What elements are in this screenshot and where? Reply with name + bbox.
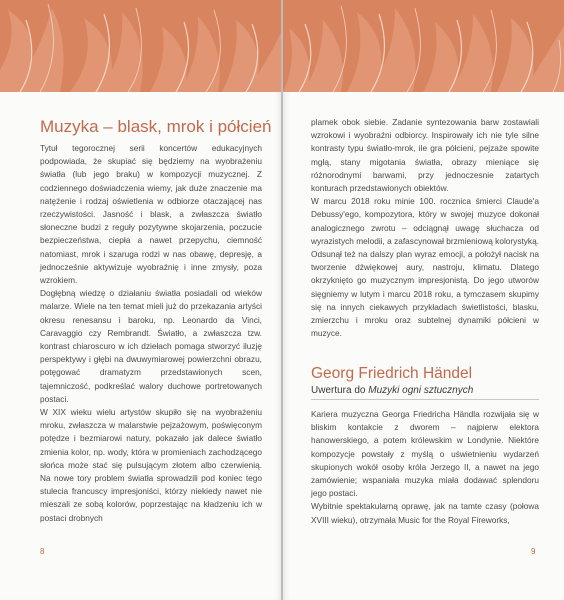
left-body-text bbox=[40, 142, 262, 525]
paragraph: Wybitnie spektakularną oprawę, jak na tamte czasy (połowa XVIII wieku), otrzymała Music for the Royal Fireworks, bbox=[311, 501, 539, 525]
right-page bbox=[283, 0, 564, 600]
paragraph: W marcu 2018 roku minie 100. rocznica śmierci Claude'a Debussy'ego, kompozytora, który w swojej muzyce dokonał analogicznego zwrotu – odciągnął uwagę słuchacza od wyrazistych melodii, a zafascynował brzmieniową kolorystyką. Odsunął też na dalszy plan wyraz emocji, a położył nacisk na tworzenie dźwiękowej aury, nastroju, klimatu. Dlatego okrzyknięto go muzycznym impresjonistą. Do jego utworów sięgniemy w lutym i marcu 2018 roku, a tymczasem skupimy się na innych ciekawych przykładach świetlistości, blasku, zmierzchu i mroku oraz subtelnej dynamiki półcieni w muzyce. bbox=[311, 196, 539, 339]
flame-pattern-icon bbox=[283, 0, 564, 92]
section-heading: Muzyka – blask, mrok i półcień bbox=[40, 117, 272, 136]
flame-pattern-icon bbox=[0, 0, 282, 92]
work-subheading bbox=[311, 385, 473, 396]
paragraph: Tytuł tegorocznej serii koncertów edukacyjnych podpowiada, że skupiać się będziemy na wyobrażeniu światła (lub jego braku) w kompozycji muzycznej. Z codziennego doświadczenia wiemy, jak duże znaczenie ma natężenie i rodzaj oświetlenia w odbiorze otaczającej nas rzeczywistości. Jasność i blask, a zwłaszcza światło słoneczne budzi z reguły pozytywne skojarzenia, poczucie bezpieczeństwa, ciepła a nawet przepychu, ciemność natomiast, mrok i szaruga rodzi w nas obawę, depresję, a jednocześnie aktywizuje wyobraźnię i inne zmysły, poza wzrokiem. bbox=[40, 143, 262, 286]
composer-heading: Georg Friedrich Händel bbox=[311, 365, 473, 382]
page-number: 8 bbox=[40, 547, 45, 556]
decorative-flame-band-right bbox=[283, 0, 564, 92]
work-title: Muzyki ogni sztucznych bbox=[368, 385, 474, 396]
paragraph: plamek obok siebie. Zadanie syntezowania barw zostawiali wzrokowi i wyobraźni odbiorcy. Inspirowały ich nie tyle silne kontrasty typu światło-mrok, ile gra półcieni, pejzaże spowite mgłą, stany migotania światła, obrazy mieniące się różnorodnymi barwami, przy jednoczesnie zatartych konturach przedstawionych obiektów. bbox=[311, 117, 539, 194]
page-number: 9 bbox=[531, 547, 536, 556]
work-prefix: Uwertura do bbox=[311, 385, 369, 396]
paragraph: Dogłębną wiedzę o działaniu światła posiadali od wieków malarze. Wiele na ten temat mieli już do przekazania artyści okresu renesansu i baroku, np. Leonardo da Vinci, Caravaggio czy Rembrandt. Światło, a zwłaszcza tzw. kontrast chiaroscuro w ich dziełach pomaga stworzyć iluzję perspektywy i głębi na dwuwymiarowej powierzchni obrazu, potęgować dramatyzm przedstawionych scen, tajemniczość, podkreślać walory duchowe portretowanych postaci. bbox=[40, 288, 262, 404]
right-body-text-top bbox=[311, 116, 539, 340]
paragraph: W XIX wieku wielu artystów skupiło się na wyobrażeniu mroku, zwłaszcza w malarstwie pejzażowym, poświęconym potędze i bezmiarowi natury, pokazało jak dalece światło zmienia kolor, np. wody, która w promieniach zachodzącego słońca może stać się pulsującym złotem albo czerwienią. Na nowe tory problem światła sprowadzili pod koniec tego stulecia francuscy impresjoniści, którzy niekiedy nawet nie mieszali ze sobą kolorów, poprzestając na kładzeniu ich w postaci drobnych bbox=[40, 407, 262, 523]
decorative-flame-band-left bbox=[0, 0, 282, 92]
paragraph: Kariera muzyczna Georga Friedricha Händla rozwijała się w bliskim kontakcie z dworem – najpierw elektora hanowerskiego, a potem królewskim w Londynie. Niektóre kompozycje powstały z myślą o uświetnieniu wydarzeń skupionych wokół osoby króla Jerzego II, a nawet na jego zamówienie; wspaniała muzyka miała dodawać splendoru jego postaci. bbox=[311, 409, 539, 499]
right-body-text-bottom bbox=[311, 408, 539, 527]
section-divider bbox=[311, 399, 539, 400]
